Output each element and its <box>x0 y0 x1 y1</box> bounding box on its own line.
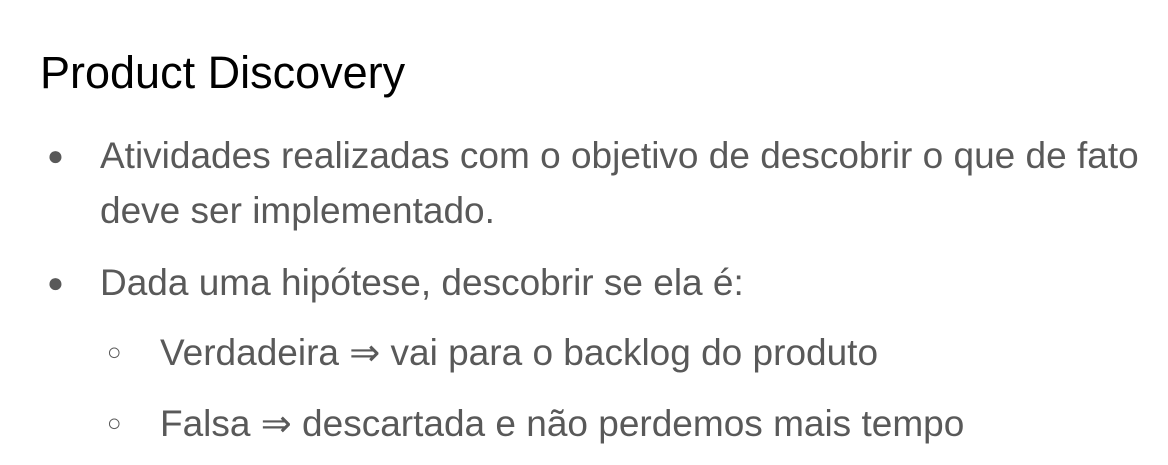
bullet-list <box>0 128 1168 451</box>
filled-bullet-icon: ● <box>47 267 64 298</box>
sub-bullet-item <box>0 325 1160 380</box>
slide-title: Product Discovery <box>40 47 406 98</box>
bullet-text: Dada uma hipótese, descobrir se ela é: <box>100 262 744 303</box>
bullet-item <box>0 255 1160 310</box>
sub-bullet-text: Falsa ⇒ descartada e não perdemos mais tempo <box>160 403 965 444</box>
hollow-bullet-icon: ○ <box>107 339 122 366</box>
sub-bullet-text: Verdadeira ⇒ vai para o backlog do produto <box>160 332 879 373</box>
filled-bullet-icon: ● <box>47 140 64 171</box>
sub-bullet-item <box>0 396 1160 451</box>
bullet-item <box>0 128 1160 238</box>
hollow-bullet-icon: ○ <box>107 410 122 437</box>
bullet-text: Atividades realizadas com o objetivo de descobrir o que de fato deve ser implementado. <box>100 135 1139 231</box>
